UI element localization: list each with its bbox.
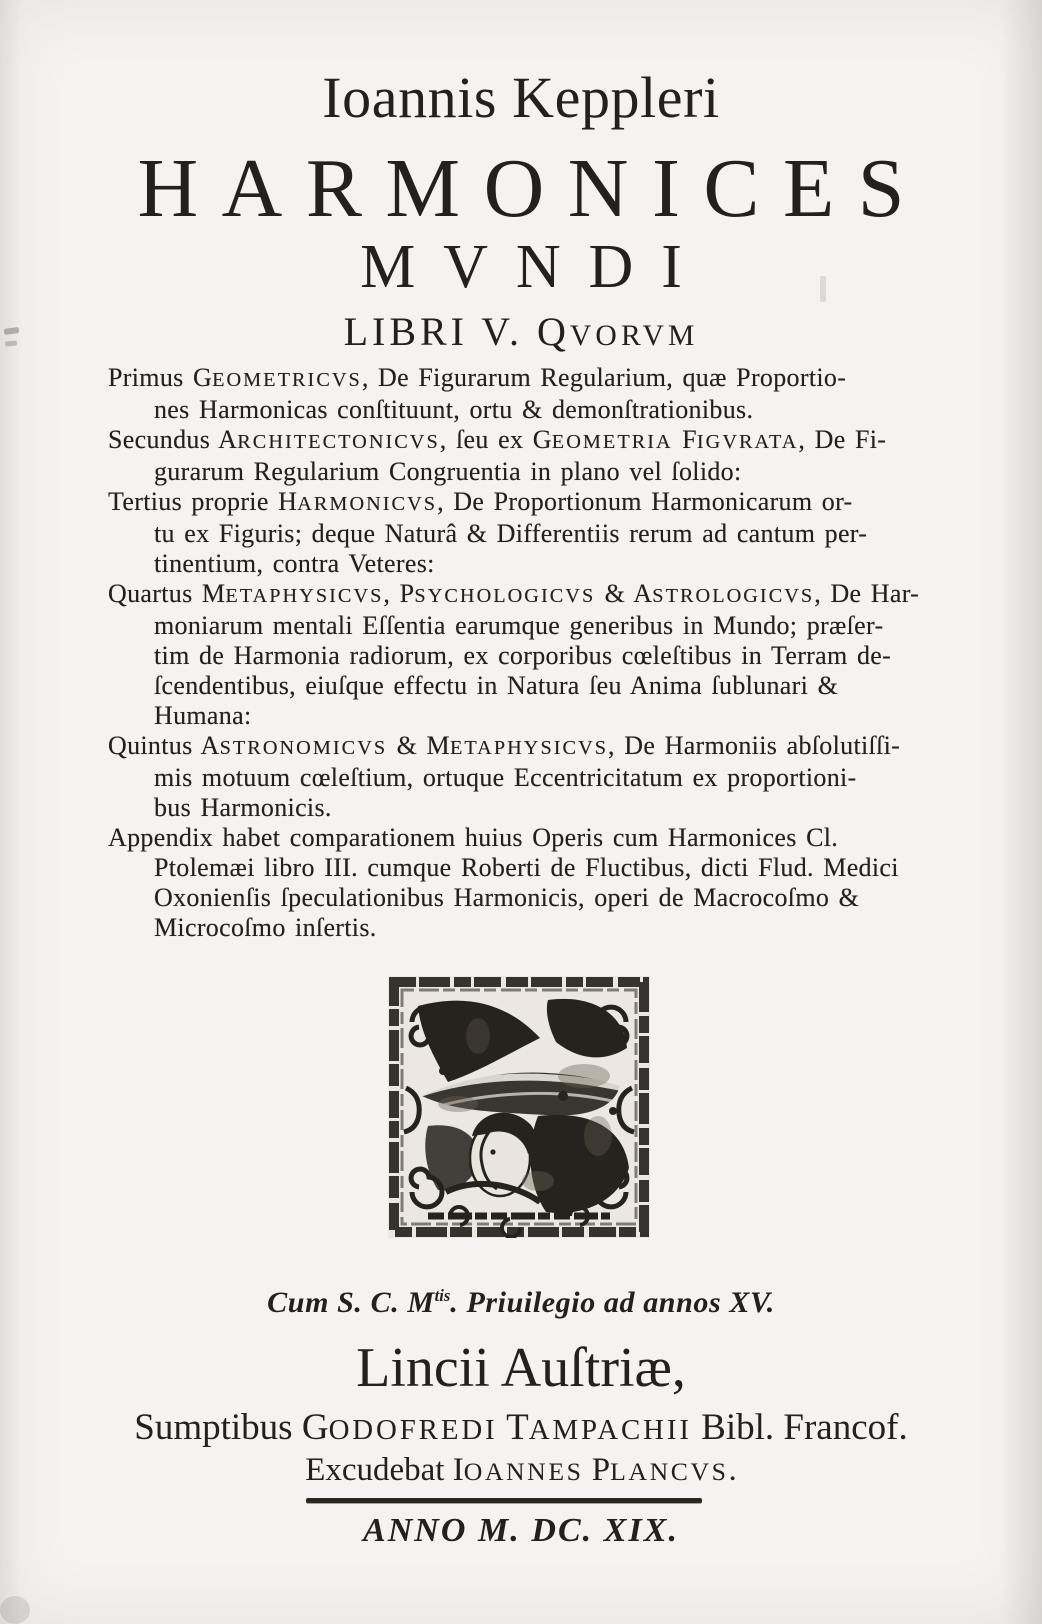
text-segment: Bibl. Francof. <box>691 1407 908 1448</box>
text-segment: Secundus A <box>108 425 238 454</box>
text-segment: Microcoſmo inſertis. <box>154 913 377 942</box>
book-entry-secundus <box>108 425 944 487</box>
small-caps-segment: ETAPHYSICVS <box>449 737 609 759</box>
text-line <box>154 701 944 731</box>
books-heading <box>0 308 1042 355</box>
text-line <box>108 363 944 395</box>
book-entry-tertius <box>108 487 944 579</box>
text-line <box>154 395 944 425</box>
text-segment: , ſeu ex G <box>439 425 552 454</box>
printer-ornament-woodcut <box>388 976 650 1238</box>
text-segment: , De Harmoniis abſolutiſſi- <box>608 731 901 760</box>
text-line <box>154 671 944 701</box>
text-segment: mis motuum cœleſtium, ortuque Eccentricitatum ex proportioni- <box>154 763 857 792</box>
text-segment: Excudebat I <box>305 1452 464 1488</box>
text-line <box>154 457 944 487</box>
text-segment: tinentium, contra Veteres: <box>154 549 435 578</box>
small-caps-segment: RCHITECTONICVS <box>237 431 440 453</box>
text-segment: bus Harmonicis. <box>154 793 332 822</box>
title-sub: MVNDI <box>360 233 710 301</box>
text-segment: tim de Harmonia radiorum, ex corporibus cœleſtibus in Terram de- <box>154 641 892 670</box>
author-line: Ioannis Keppleri <box>322 65 720 130</box>
small-caps-segment: OANNES <box>463 1457 584 1486</box>
privilege-pre: Cum S. C. M <box>267 1286 435 1319</box>
text-segment: Humana: <box>154 701 252 730</box>
text-segment: , De Fi- <box>798 425 887 454</box>
text-line <box>154 641 944 671</box>
text-segment: , De Figurarum Regularium, quæ Proportio- <box>361 363 847 392</box>
book-entry-quartus <box>108 579 944 731</box>
text-line <box>154 611 944 641</box>
text-segment: Oxonienſis ſpeculationibus Harmonicis, operi de Macrocoſmo & <box>154 883 860 912</box>
text-segment: Sumptibus G <box>134 1407 329 1448</box>
small-caps-segment: IGVRATA <box>696 431 799 453</box>
text-line <box>108 579 944 611</box>
text-segment: Primus G <box>108 363 213 392</box>
privilege-superscript: tis <box>434 1286 451 1305</box>
text-segment: P <box>583 1452 611 1488</box>
text-line <box>108 731 944 763</box>
text-line <box>108 823 944 853</box>
text-segment: T <box>497 1407 529 1448</box>
text-line <box>154 793 944 823</box>
small-caps-segment: ODOFREDI <box>328 1414 498 1446</box>
small-caps-segment: STRONOMICVS <box>219 737 388 759</box>
text-segment: moniarum mentali Eſſentia earumque generibus in Mundo; præſer- <box>154 611 884 640</box>
book-entry-appendix <box>108 823 944 943</box>
text-segment: Appendix habet comparationem huius Operis cum Harmonices Cl. <box>108 823 839 852</box>
text-segment: . <box>728 1452 737 1488</box>
text-segment: nes Harmonicas conſtituunt, ortu & demonſtrationibus. <box>154 395 754 424</box>
text-line <box>154 853 944 883</box>
book-entry-quintus <box>108 731 944 823</box>
text-line <box>154 763 944 793</box>
text-segment: tu ex Figuris; deque Naturâ & Differentiis rerum ad cantum per- <box>154 519 868 548</box>
text-line <box>154 913 944 943</box>
text-segment: , De Har- <box>814 579 920 608</box>
small-caps-segment: EOMETRICVS <box>212 369 362 391</box>
small-caps-segment: ARMONICVS <box>297 493 438 515</box>
heading-q-initial: Q <box>537 309 570 354</box>
publisher-line <box>0 1406 1042 1449</box>
heading-libri: LIBRI V. <box>343 309 538 354</box>
text-segment: F <box>672 425 697 454</box>
small-caps-segment: STROLOGICVS <box>652 585 815 607</box>
small-caps-segment: LANCVS <box>610 1457 729 1486</box>
anno-line: ANNO M. DC. XIX. <box>362 1512 680 1549</box>
text-line <box>154 549 944 579</box>
text-segment: & M <box>387 731 450 760</box>
place-line: Lincii Auſtriæ, <box>356 1337 686 1399</box>
heading-uorum: VORVM <box>569 320 699 352</box>
small-caps-segment: SYCHOLOGICVS <box>414 585 596 607</box>
text-segment: ſcendentibus, eiuſque effectu in Natura ſeu Anima ſublunari & <box>154 671 839 700</box>
text-segment: Tertius proprie H <box>108 487 298 516</box>
small-caps-segment: AMPACHII <box>528 1414 692 1446</box>
text-segment: & A <box>595 579 653 608</box>
horizontal-rule <box>306 1498 702 1503</box>
text-segment: Quintus A <box>108 731 220 760</box>
text-line <box>108 487 944 519</box>
text-segment: gurarum Regularium Congruentia in plano vel ſolido: <box>154 457 742 486</box>
small-caps-segment: EOMETRIA <box>551 431 673 453</box>
text-line <box>108 425 944 457</box>
book-entry-primus <box>108 363 944 425</box>
privilege-post: . Priuilegio ad annos XV. <box>450 1286 775 1319</box>
book-list <box>108 363 944 943</box>
scan-speckle <box>0 1596 30 1624</box>
text-segment: Quartus M <box>108 579 226 608</box>
privilege-line <box>0 1286 1042 1320</box>
title-main: HARMONICES <box>137 142 929 235</box>
text-line <box>154 519 944 549</box>
printer-line <box>0 1452 1042 1489</box>
text-segment: , De Proportionum Harmonicarum or- <box>437 487 853 516</box>
text-segment: Ptolemæi libro III. cumque Roberti de Fluctibus, dicti Flud. Medici <box>154 853 899 882</box>
small-caps-segment: ETAPHYSICVS <box>225 585 384 607</box>
text-line <box>154 883 944 913</box>
text-segment: , P <box>383 579 415 608</box>
